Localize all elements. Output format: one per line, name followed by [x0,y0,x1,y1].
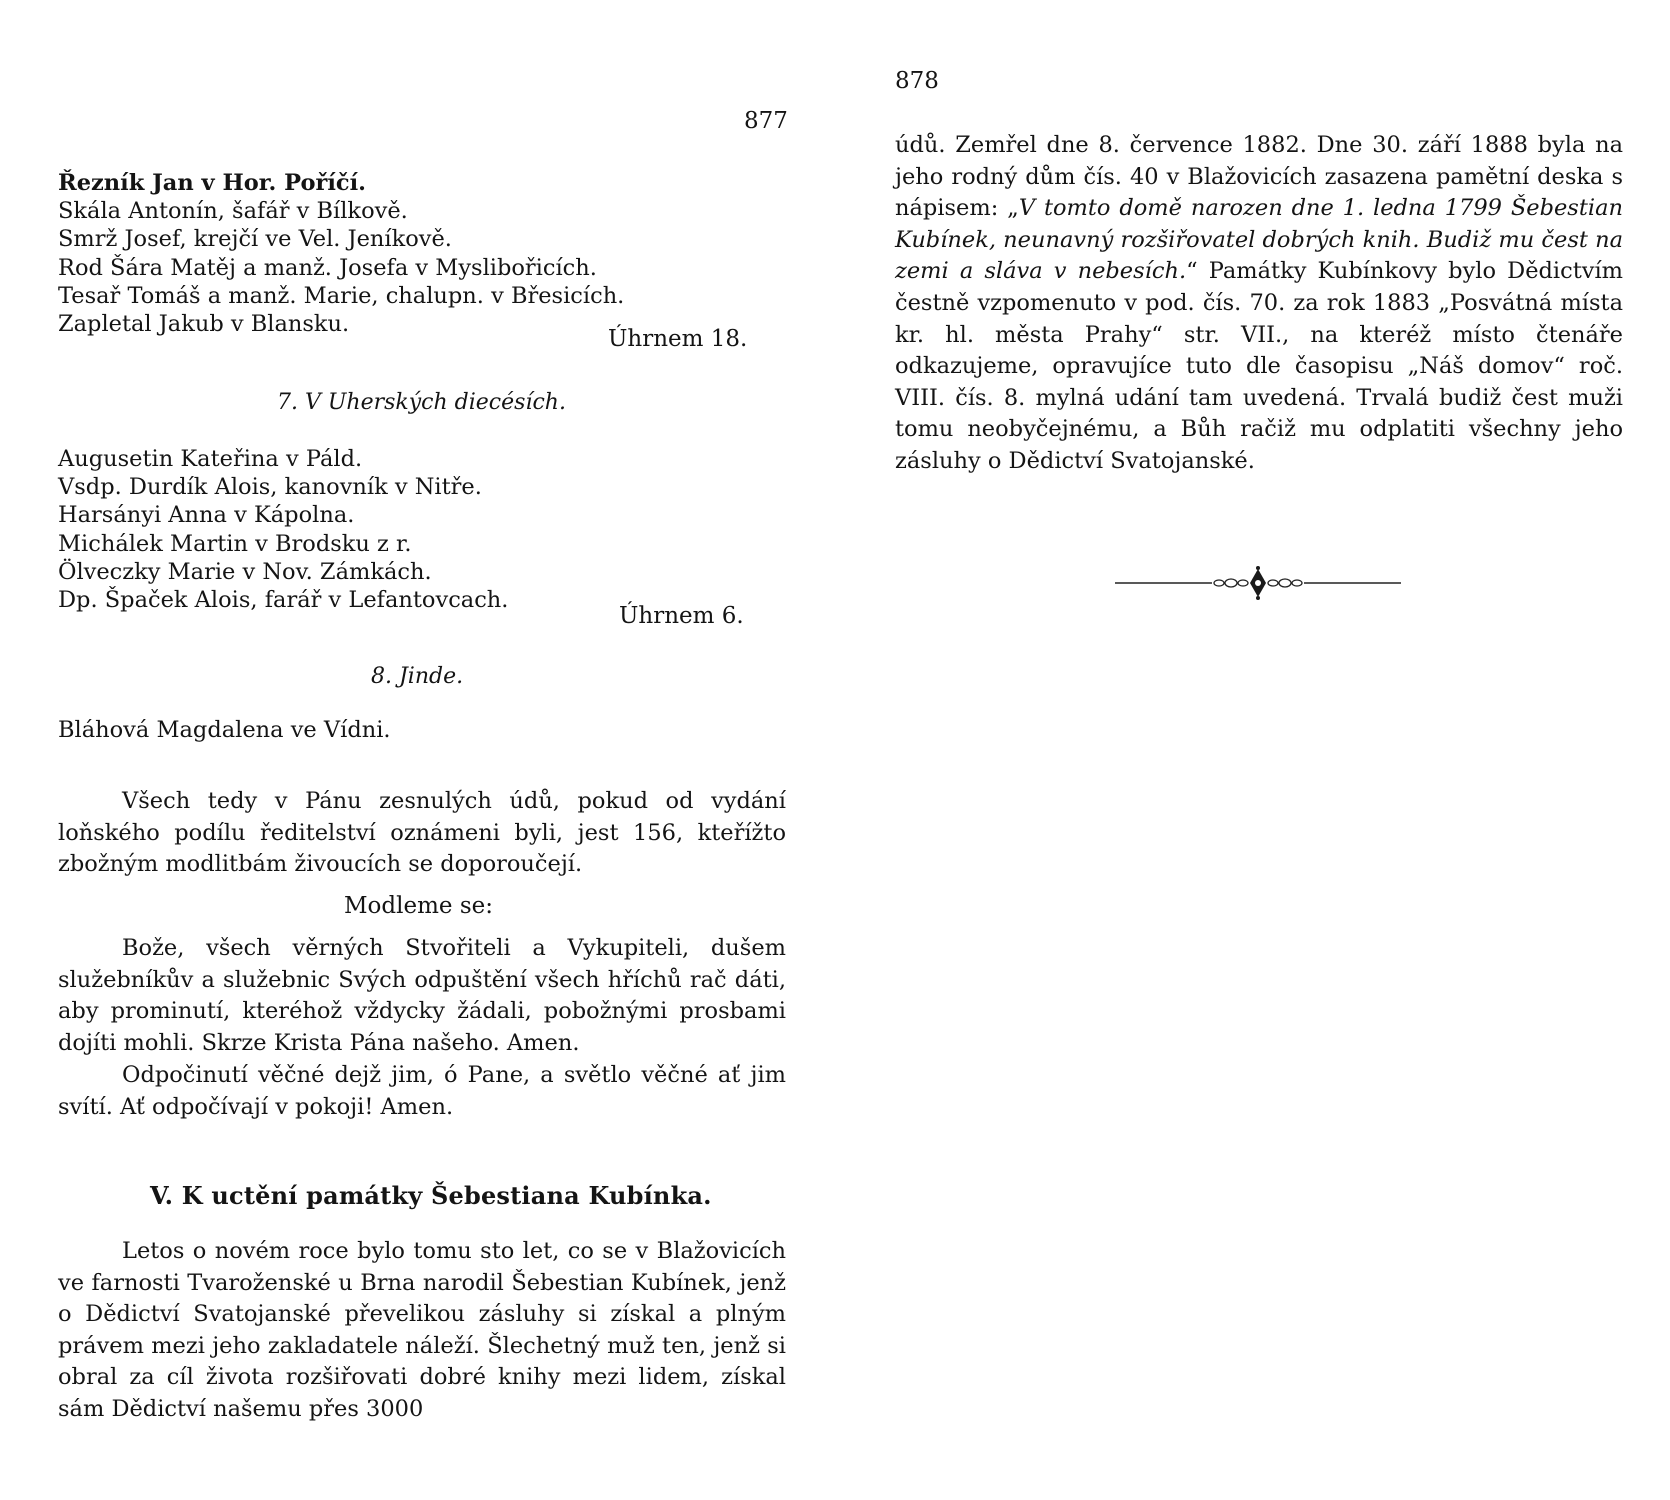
total-6: Úhrnem 6. [619,603,744,629]
page-number: 878 [895,68,939,94]
list-item: Augusetin Kateřina v Páld. [58,446,363,472]
deceased-list-intro [58,169,624,338]
prayer-paragraph-2: Odpočinutí věčné dejž jim, ó Pane, a světlo věčné ať jim svítí. Ať odpočívají v pokoji! Amen. [58,1062,786,1120]
kubinek-paragraph-continued [895,130,1623,478]
ornament-divider-icon [1115,566,1401,600]
list-item: Harsányi Anna v Kápolna. [58,502,355,529]
list-item: Zapletal Jakub v Blansku. [58,311,350,338]
list-item: Skála Antonín, šafář v Bílkově. [58,198,408,225]
section-8-heading: 8. Jinde. [371,664,464,689]
list-item: Řezník Jan v Hor. Poříčí. [58,170,366,196]
memorial-inscription: V tomto domě narozen dne 1. ledna 1799 Šebestian Kubínek, neunavný rozšiřovatel dobrých knih. Budiž mu čest na zemi a sláva v nebesích. [895,195,1624,285]
right-page [835,0,1670,1500]
list-item: Dp. Špaček Alois, farář v Lefantovcach. [58,587,509,614]
list-item: Vsdp. Durdík Alois, kanovník v Nitře. [58,474,482,501]
kubinek-paragraph: Letos o novém roce bylo tomu sto let, co se v Blažovicích ve farnosti Tvaroženské u Brna narodil Šebestian Kubínek, jenž o Dědictví Svatojanské převelikou zásluhy si získal a plným právem mezi jeho zakladatele náleží. Šlechetný muž ten, jenž si obral za cíl života rozšiřovati dobré knihy mezi lidem, získal sám Dědictví našemu přes 3000 [58,1238,786,1422]
list-item: Michálek Martin v Brodsku z r. [58,530,412,557]
deceased-list-elsewhere [58,716,391,744]
list-item: Bláhová Magdalena ve Vídni. [58,717,391,743]
list-item: Ölveczky Marie v Nov. Zámkách. [58,558,432,585]
section-7-heading: 7. V Uherských diecésích. [277,390,566,415]
page-number: 877 [744,108,788,134]
section-title: V. K uctění památky Šebestiana Kubínka. [150,1181,712,1210]
list-item: Rod Šára Matěj a manž. Josefa v Myslibořicích. [58,254,597,281]
total-18: Úhrnem 18. [608,326,748,352]
paragraph-text: “ Památky Kubínkovy bylo Dědictvím čestně vzpomenuto v pod. čís. 70. za rok 1883 „Posvátná místa kr. hl. města Prahy“ str. VII., na kteréž místo čtenáře odkazujeme, opravujíce tuto dle časopisu „Náš domov“ roč. VIII. čís. 8. mylná udání tam uvedená. Trvalá budiž čest muži tomu neobyčejnému, a Bůh račiž mu odplatiti všechny jeho zásluhy o Dědictví Svatojanské. [895,258,1623,474]
summary-paragraph: Všech tedy v Pánu zesnulých údů, pokud od vydání loňského podílu ředitelství oznámeni byli, jest 156, kteřížto zbožným modlitbám živoucích se doporoučejí. [58,788,786,878]
list-item: Tesař Tomáš a manž. Marie, chalupn. v Břesicích. [58,282,625,309]
prayer-paragraph-1: Bože, všech věrných Stvořiteli a Vykupiteli, dušem služebníkův a služebnic Svých odpuštění všech hříchů rač dáti, aby prominutí, kteréhož vždycky žádali, pobožnými prosbami dojíti mohli. Skrze Krista Pána našeho. Amen. [58,935,786,1056]
list-item: Smrž Josef, krejčí ve Vel. Jeníkově. [58,226,452,253]
deceased-list-hungarian [58,445,508,614]
paragraph-text: údů. Zemřel dne 8. července 1882. Dne 30. září 1888 byla na jeho rodný dům čís. 40 v Blažovicích zasazena pamětní deska s nápisem: „ [895,132,1623,222]
prayer-heading: Modleme se: [344,893,493,919]
